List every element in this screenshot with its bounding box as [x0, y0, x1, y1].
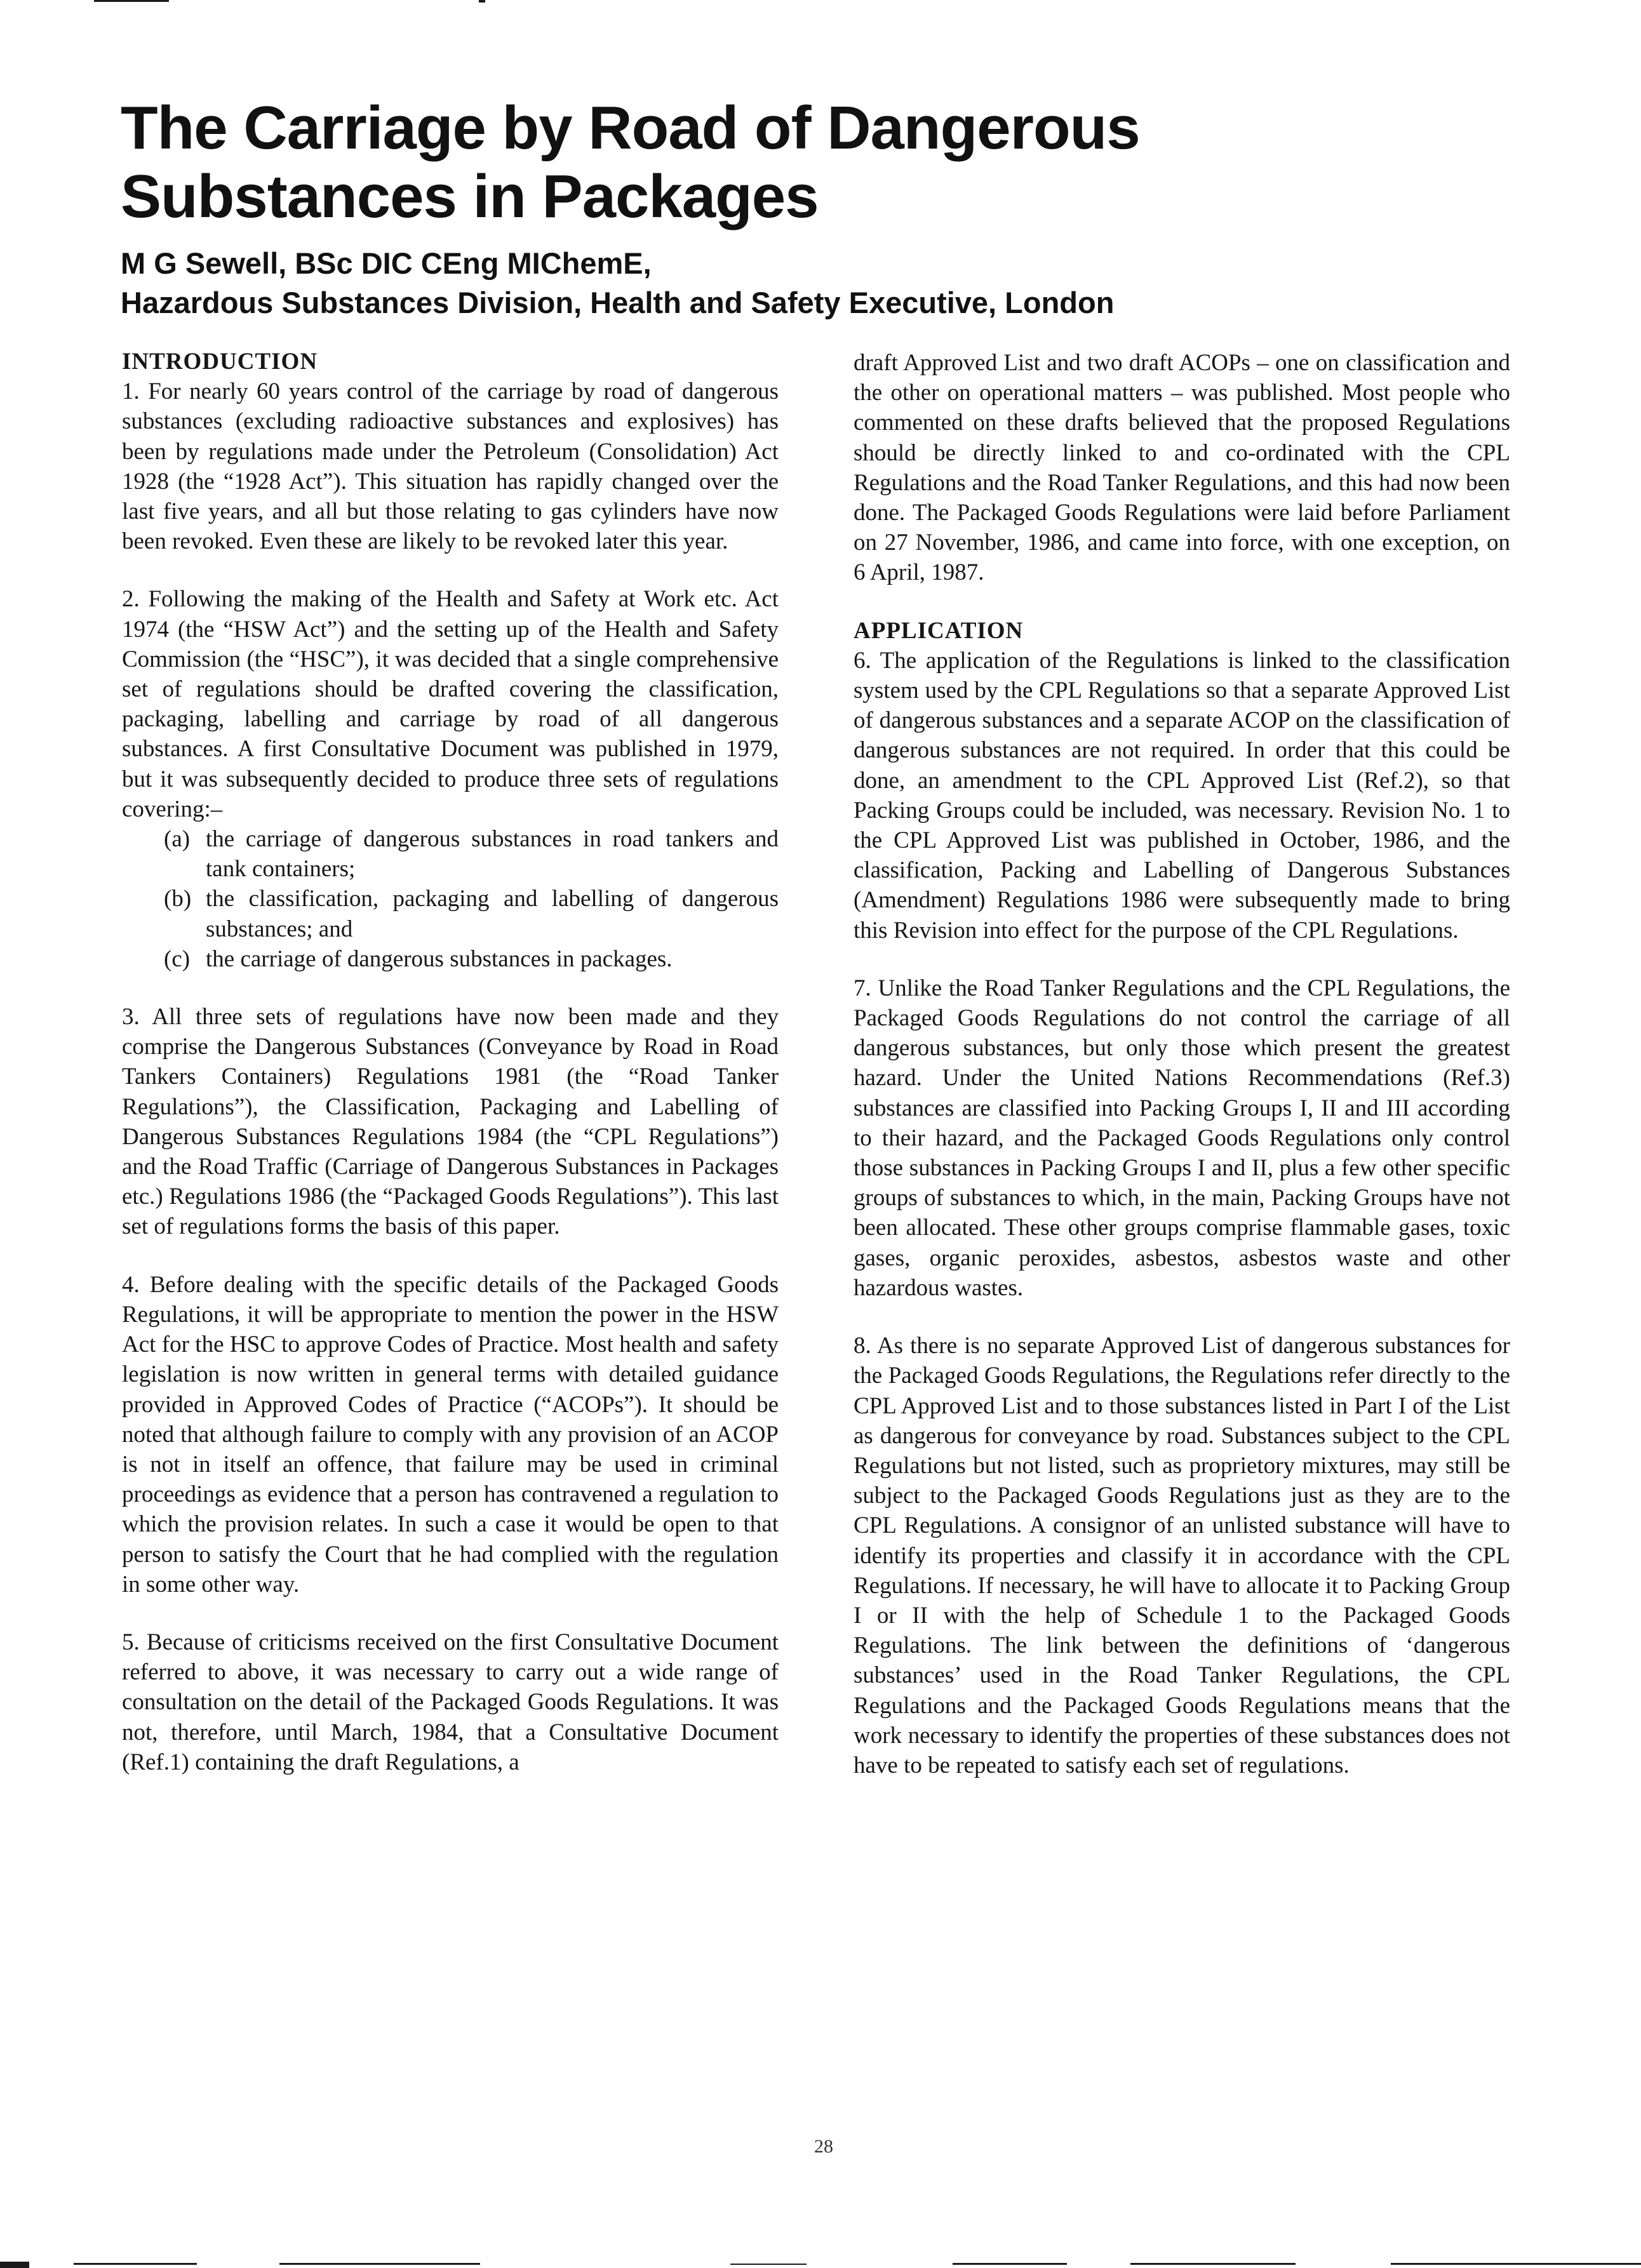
paragraph-5: 5. Because of criticisms received on the first Consultative Document referred to above, it was necessary to carry out a wide range of consultation on the detail of the Packaged Goods Regulations. It was not, therefore, until March, 1984, that a Consultative Document (Ref.1) containing the draft Regulations, a	[122, 1629, 779, 1775]
paragraph-3: 3. All three sets of regulations have now been made and they comprise the Dangerous Substances (Conveyance by Road in Road Tankers Containers) Regulations 1981 (the “Road Tanker Regulations”), the Classification, Packaging and Labelling of Dangerous Substances Regulations 1984 (the “CPL Regulations”) and the Road Traffic (Carriage of Dangerous Substances in Packages etc.) Regulations 1986 (the “Packaged Goods Regulations”). This last set of regulations forms the basis of this paper.	[122, 1004, 779, 1240]
bottom-scan-line-6	[1391, 2263, 1641, 2265]
paragraph-1: 1. For nearly 60 years control of the carriage by road of dangerous substances (excluding radioactive substances and explosives) has been by regulations made under the Petroleum (Consolidation) Act 1928 (the “1928 Act”). This situation has rapidly changed over the last five years, and all but those relating to gas cylinders have now been revoked. Even these are likely to be revoked later this year.	[122, 378, 779, 555]
author-block	[121, 244, 1518, 323]
list-item-label: (a)	[164, 826, 191, 853]
bottom-scan-line-2	[279, 2263, 480, 2265]
bottom-scan-line-5	[1130, 2263, 1296, 2265]
author-affiliation: Hazardous Substances Division, Health and Safety Executive, London	[121, 286, 1115, 319]
list-item-text: the carriage of dangerous substances in road tankers and tank containers;	[206, 826, 779, 883]
page-number: 28	[814, 2136, 833, 2157]
left-column	[122, 347, 779, 1805]
paper-title	[121, 94, 1454, 231]
list-item-text: the classification, packaging and labelling of dangerous substances; and	[206, 886, 779, 942]
section-heading-application: APPLICATION	[854, 617, 1024, 644]
list-item-label: (c)	[164, 945, 191, 972]
list-item	[122, 944, 779, 974]
bottom-scan-line-3	[730, 2264, 807, 2265]
top-scan-mark	[94, 0, 169, 2]
paragraph-6: 6. The application of the Regulations is linked to the classification system used by the CPL Regulations so that a separate Approved List of dangerous substances and a separate ACOP on the classification of dangerous substances are not required. In order that this could be done, an amendment to the CPL Approved List (Ref.2), so that Packing Groups could be included, was necessary. Revision No. 1 to the CPL Approved List was published in October, 1986, and the classification, Packing and Labelling of Dangerous Substances (Amendment) Regulations 1986 were subsequently made to bring this Revision into effect for the purpose of the CPL Regulations.	[854, 647, 1510, 944]
paragraph-5-continued: draft Approved List and two draft ACOPs – one on classification and the other on operational matters – was published. Most people who commented on these drafts believed that the proposed Regulations should be directly linked to and co-ordinated with the CPL Regulations and the Road Tanker Regulations, and this had now been done. The Packaged Goods Regulations were laid before Parliament on 27 November, 1986, and came into force, with one exception, on 6 April, 1987.	[854, 350, 1510, 586]
top-scan-dot	[479, 0, 485, 3]
author-name: M G Sewell, BSc DIC CEng MIChemE,	[121, 246, 652, 280]
section-heading-introduction: INTRODUCTION	[122, 349, 318, 375]
paper-title-line-2: Substances in Packages	[121, 163, 819, 230]
paragraph-2: 2. Following the making of the Health and Safety at Work etc. Act 1974 (the “HSW Act”) and the setting up of the Health and Safety Commission (the “HSC”), it was decided that a single comprehensive set of regulations should be drafted covering the classification, packaging, labelling and carriage by road of all dangerous substances. A first Consultative Document was published in 1979, but it was subsequently decided to produce three sets of regulations covering:–	[122, 586, 779, 822]
bottom-scan-mark-left	[0, 2262, 29, 2268]
list-item	[122, 884, 779, 944]
bottom-scan-line-4	[953, 2263, 1067, 2265]
list-item-text: the carriage of dangerous substances in packages.	[206, 945, 673, 972]
list-item-label: (b)	[164, 886, 192, 912]
paper-title-line-1: The Carriage by Road of Dangerous	[121, 94, 1140, 162]
bottom-scan-line-1	[74, 2263, 197, 2265]
right-column	[854, 348, 1510, 1808]
paragraph-7: 7. Unlike the Road Tanker Regulations and the CPL Regulations, the Packaged Goods Regulations do not control the carriage of all dangerous substances, but only those which present the greatest hazard. Under the United Nations Recommendations (Ref.3) substances are classified into Packing Groups I, II and III according to their hazard, and the Packaged Goods Regulations only control those substances in Packing Groups I and II, plus a few other specific groups of substances to which, in the main, Packing Groups have not been allocated. These other groups comprise flammable gases, toxic gases, organic peroxides, asbestos, asbestos waste and other hazardous wastes.	[854, 975, 1510, 1301]
paragraph-8: 8. As there is no separate Approved List of dangerous substances for the Packaged Goods Regulations, the Regulations refer directly to the CPL Approved List and to those substances listed in Part I of the List as dangerous for conveyance by road. Substances subject to the CPL Regulations but not listed, such as proprietory mixtures, may still be subject to the Packaged Goods Regulations just as they are to the CPL Regulations. A consignor of an unlisted substance will have to identify its properties and classify it in accordance with the CPL Regulations. If necessary, he will have to allocate it to Packing Group I or II with the help of Schedule 1 to the Packaged Goods Regulations. The link between the definitions of ‘dangerous substances’ used in the Road Tanker Regulations, the CPL Regulations and the Packaged Goods Regulations means that the work necessary to identify the properties of these substances does not have to be repeated to satisfy each set of regulations.	[854, 1333, 1510, 1778]
list-item	[122, 824, 779, 884]
paragraph-4: 4. Before dealing with the specific details of the Packaged Goods Regulations, it will be appropriate to mention the power in the HSW Act for the HSC to approve Codes of Practice. Most health and safety legislation is now written in general terms with detailed guidance provided in Approved Codes of Practice (“ACOPs”). It should be noted that although failure to comply with any provision of an ACOP is not in itself an offence, that failure may be used in criminal proceedings as evidence that a person has contravened a regulation to which the provision relates. In such a case it would be open to that person to satisfy the Court that he had complied with the regulation in some other way.	[122, 1271, 779, 1598]
regulation-list	[122, 824, 779, 974]
